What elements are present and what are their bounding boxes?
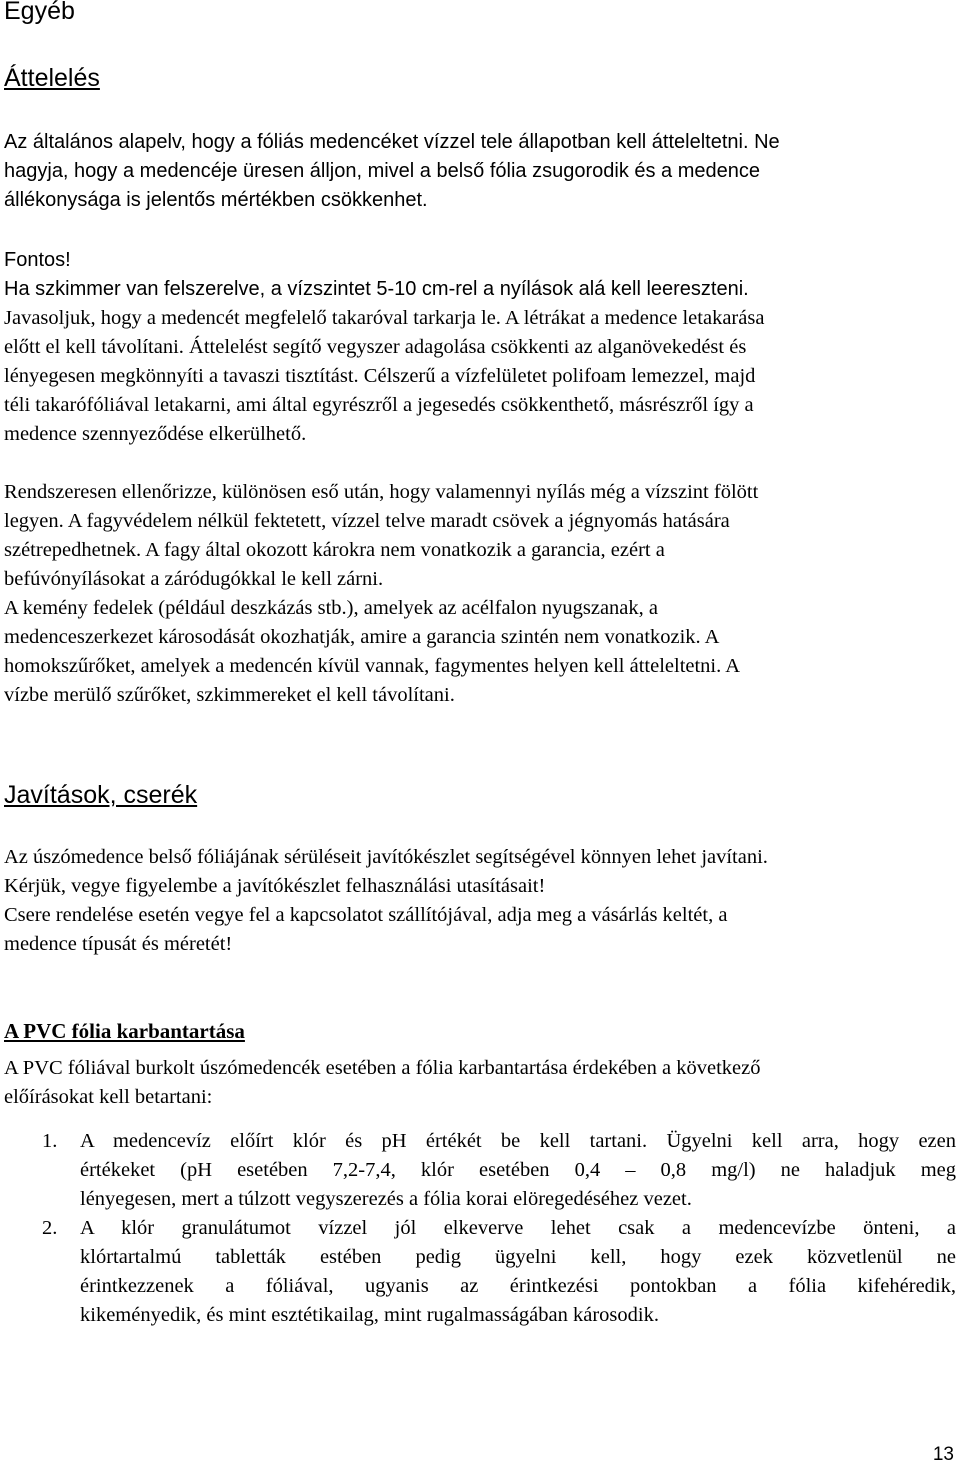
text-line: előtt el kell távolítani. Áttelelést segítő vegyszer adagolása csökkenti az alganövekedést és bbox=[4, 336, 747, 358]
fontos-label: Fontos! bbox=[4, 249, 71, 271]
list-number: 2. bbox=[42, 1217, 58, 1239]
text-line: A kemény fedelek (például deszkázás stb.), amelyek az acélfalon nyugszanak, a bbox=[4, 597, 658, 619]
paragraph-javasoljuk bbox=[4, 304, 956, 449]
text-line: téli takarófóliával letakarni, ami által egyrészről a jegesedés csökkenthető, másrészről így a bbox=[4, 394, 754, 416]
text-line: érintkezzenek a fóliával, ugyanis az érintkezési pontokban a fólia kifehéredik, bbox=[80, 1275, 956, 1297]
text-line: medence szennyeződése elkerülhető. bbox=[4, 423, 307, 445]
paragraph-szkimmer bbox=[4, 275, 956, 304]
paragraph-pvc-intro bbox=[4, 1054, 956, 1112]
text-line: vízbe merülő szűrőket, szkimmereket el kell távolítani. bbox=[4, 684, 455, 706]
paragraph-rendszeresen bbox=[4, 478, 956, 710]
text-line: homokszűrőket, amelyek a medencén kívül vannak, fagymentes helyen kell átteleltetni. A bbox=[4, 655, 741, 677]
text-line: Ha szkimmer van felszerelve, a vízszintet 5-10 cm-rel a nyílások alá kell leereszteni. bbox=[4, 278, 749, 300]
text-line: Rendszeresen ellenőrizze, különösen eső után, hogy valamennyi nyílás még a vízszint fölött bbox=[4, 481, 759, 503]
section-title-pvc: A PVC fólia karbantartása bbox=[4, 1019, 245, 1043]
text-line: medence típusát és méretét! bbox=[4, 933, 233, 955]
page-heading: Egyéb bbox=[4, 0, 75, 25]
paragraph-alapelv bbox=[4, 128, 956, 215]
text-line: értékeket (pH esetében 7,2-7,4, klór esetében 0,4 – 0,8 mg/l) ne haladjuk meg bbox=[80, 1159, 956, 1181]
list-body bbox=[80, 1127, 956, 1214]
text-line: klórtartalmú tabletták estében pedig ügyelni kell, hogy ezek közvetlenül ne bbox=[80, 1246, 956, 1268]
text-line: lényegesen, mert a túlzott vegyszerezés a fólia korai elöregedéséhez vezet. bbox=[80, 1188, 692, 1210]
text-line: legyen. A fagyvédelem nélkül fektetett, vízzel telve maradt csövek a jégnyomás hatására bbox=[4, 510, 730, 532]
text-line: előírásokat kell betartani: bbox=[4, 1086, 213, 1108]
text-line: Az úszómedence belső fóliájának sérüléseit javítókészlet segítségével könnyen lehet javítani. bbox=[4, 846, 768, 868]
text-line: kikeményedik, és mint esztétikailag, mint rugalmasságában károsodik. bbox=[80, 1304, 659, 1326]
section-title-javitasok: Javítások, cserék bbox=[4, 781, 198, 809]
text-line: Csere rendelése esetén vegye fel a kapcsolatot szállítójával, adja meg a vásárlás keltét, a bbox=[4, 904, 728, 926]
paragraph-javitasok bbox=[4, 843, 956, 959]
list-body bbox=[80, 1214, 956, 1330]
text-line: hagyja, hogy a medencéje üresen álljon, mivel a belső fólia zsugorodik és a medence bbox=[4, 160, 761, 182]
text-line: medenceszerkezet károsodását okozhatják, amire a garancia szintén nem vonatkozik. A bbox=[4, 626, 720, 648]
text-line: Javasoljuk, hogy a medencét megfelelő takaróval tarkarja le. A létrákat a medence letakarása bbox=[4, 307, 765, 329]
text-line: állékonysága is jelentős mértékben csökkenhet. bbox=[4, 189, 428, 211]
text-line: szétrepedhetnek. A fagy által okozott károkra nem vonatkozik a garancia, ezért a bbox=[4, 539, 665, 561]
text-line: lényegesen megkönnyíti a tavaszi tisztítást. Célszerű a vízfelületet polifoam lemezzel, majd bbox=[4, 365, 756, 387]
text-line: A klór granulátumot vízzel jól elkeverve lehet csak a medencevízbe önteni, a bbox=[80, 1217, 956, 1239]
section-title-attelels: Áttelelés bbox=[4, 64, 100, 92]
list-number: 1. bbox=[42, 1130, 58, 1152]
page-number: 13 bbox=[932, 1444, 954, 1465]
text-line: A medencevíz előírt klór és pH értékét be kell tartani. Ügyelni kell arra, hogy ezen bbox=[80, 1130, 956, 1152]
text-line: befúvónyílásokat a záródugókkal le kell zárni. bbox=[4, 568, 384, 590]
text-line: A PVC fóliával burkolt úszómedencék esetében a fólia karbantartása érdekében a következő bbox=[4, 1057, 761, 1079]
list-item bbox=[4, 1127, 956, 1214]
text-line: Kérjük, vegye figyelembe a javítókészlet felhasználási utasításait! bbox=[4, 875, 546, 897]
text-line: Az általános alapelv, hogy a fóliás medencéket vízzel tele állapotban kell átteleltetni. Ne bbox=[4, 131, 780, 153]
list-item bbox=[4, 1214, 956, 1330]
